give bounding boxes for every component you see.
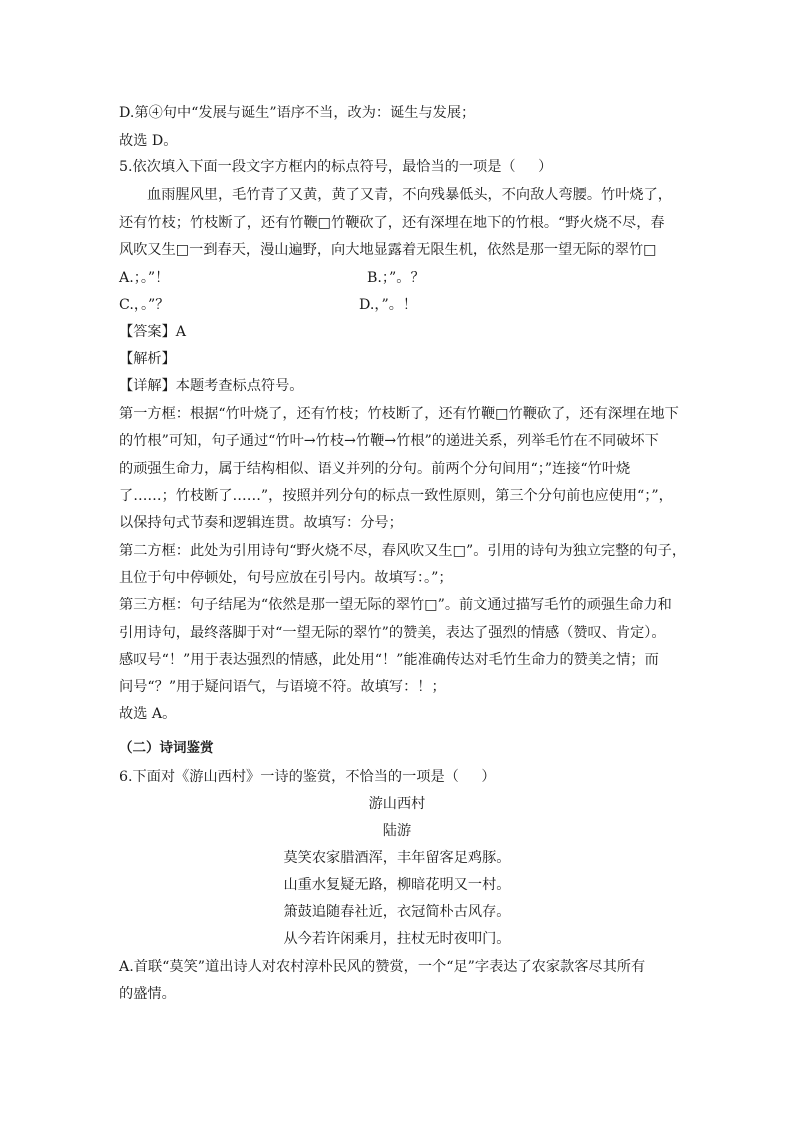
detail-line-10: 感叹号“！”用于表达强烈的情感，此处用“！”能准确传达对毛竹生命力的赞美之情；而	[119, 652, 659, 668]
detail-label: 【详解】本题考查标点符号。	[119, 378, 304, 394]
q4-conclusion: 故选 D。	[119, 133, 178, 149]
passage-line-3: 风吹又生□一到春天，漫山遍野，向大地显露着无限生机，依然是那一望无际的翠竹□	[119, 242, 657, 258]
poem-author: 陆游	[382, 823, 412, 839]
option-d-explanation: D.第④句中“发展与诞生”语序不当，改为：诞生与发展；	[119, 105, 476, 121]
q6-option-a-line-2: 的盛情。	[119, 986, 176, 1002]
detail-line-2: 的竹根”可知，句子通过“竹叶→竹枝→竹鞭→竹根”的递进关系，列举毛竹在不同破坏下	[119, 433, 659, 449]
poem-line-3: 箫鼓追随春社近，衣冠简朴古风存。	[283, 904, 511, 920]
passage-line-2: 还有竹枝；竹枝断了，还有竹鞭□竹鞭砍了，还有深埋在地下的竹根。“野火烧不尽，春	[119, 215, 665, 231]
detail-line-1: 第一方框：根据“竹叶烧了，还有竹枝；竹枝断了，还有竹鞭□竹鞭砍了，还有深埋在地下	[119, 406, 679, 422]
option-b: B.；”。？	[367, 270, 425, 286]
answer-label: 【答案】A	[119, 324, 186, 340]
detail-line-4: 了……；竹枝断了……”，按照并列分句的标点一致性原则，第三个分句前也应使用“；”，	[119, 488, 673, 504]
poem-line-2: 山重水复疑无路，柳暗花明又一村。	[283, 877, 511, 893]
detail-line-6: 第二方框：此处为引用诗句“野火烧不尽，春风吹又生□”。引用的诗句为独立完整的句子，	[119, 543, 687, 559]
detail-line-9: 引用诗句，最终落脚于对“一望无际的翠竹”的赞美，表达了强烈的情感（赞叹、肯定）。	[119, 625, 666, 641]
detail-line-5: 以保持句式节奏和逻辑连贯。故填写：分号；	[119, 515, 403, 531]
option-a: A.；。”！	[119, 270, 170, 286]
question-5-stem: 5.依次填入下面一段文字方框内的标点符号，最恰当的一项是（ ）	[119, 159, 553, 175]
option-d: D.，”。！	[359, 297, 418, 313]
poem-line-4: 从今若许闲乘月，拄杖无时夜叩门。	[283, 931, 511, 947]
poem-title: 游山西村	[368, 796, 426, 812]
q6-option-a-line-1: A.首联“莫笑”道出诗人对农村淳朴民风的赞赏，一个“足”字表达了农家款客尽其所有	[119, 959, 646, 975]
option-c: C.，。”？	[119, 297, 170, 313]
detail-line-3: 的顽强生命力，属于结构相似、语义并列的分句。前两个分句间用“；”连接“竹叶烧	[119, 461, 631, 477]
q5-conclusion: 故选 A。	[119, 706, 177, 722]
analysis-label: 【解析】	[119, 351, 176, 367]
section-heading-poetry: （二）诗词鉴赏	[119, 740, 214, 756]
detail-line-8: 第三方框：句子结尾为“依然是那一望无际的翠竹□”。前文通过描写毛竹的顽强生命力和	[119, 597, 672, 613]
detail-line-11: 问号“？”用于疑问语气，与语境不符。故填写：！；	[119, 679, 446, 695]
passage-line-1: 血雨腥风里，毛竹青了又黄，黄了又青，不向残暴低头，不向敌人弯腰。竹叶烧了，	[147, 187, 672, 203]
detail-line-7: 且位于句中停顿处，句号应放在引号内。故填写：。”；	[119, 570, 453, 586]
poem-line-1: 莫笑农家腊酒浑，丰年留客足鸡豚。	[283, 850, 511, 866]
question-6-stem: 6.下面对《游山西村》一诗的鉴赏，不恰当的一项是（ ）	[119, 769, 496, 785]
